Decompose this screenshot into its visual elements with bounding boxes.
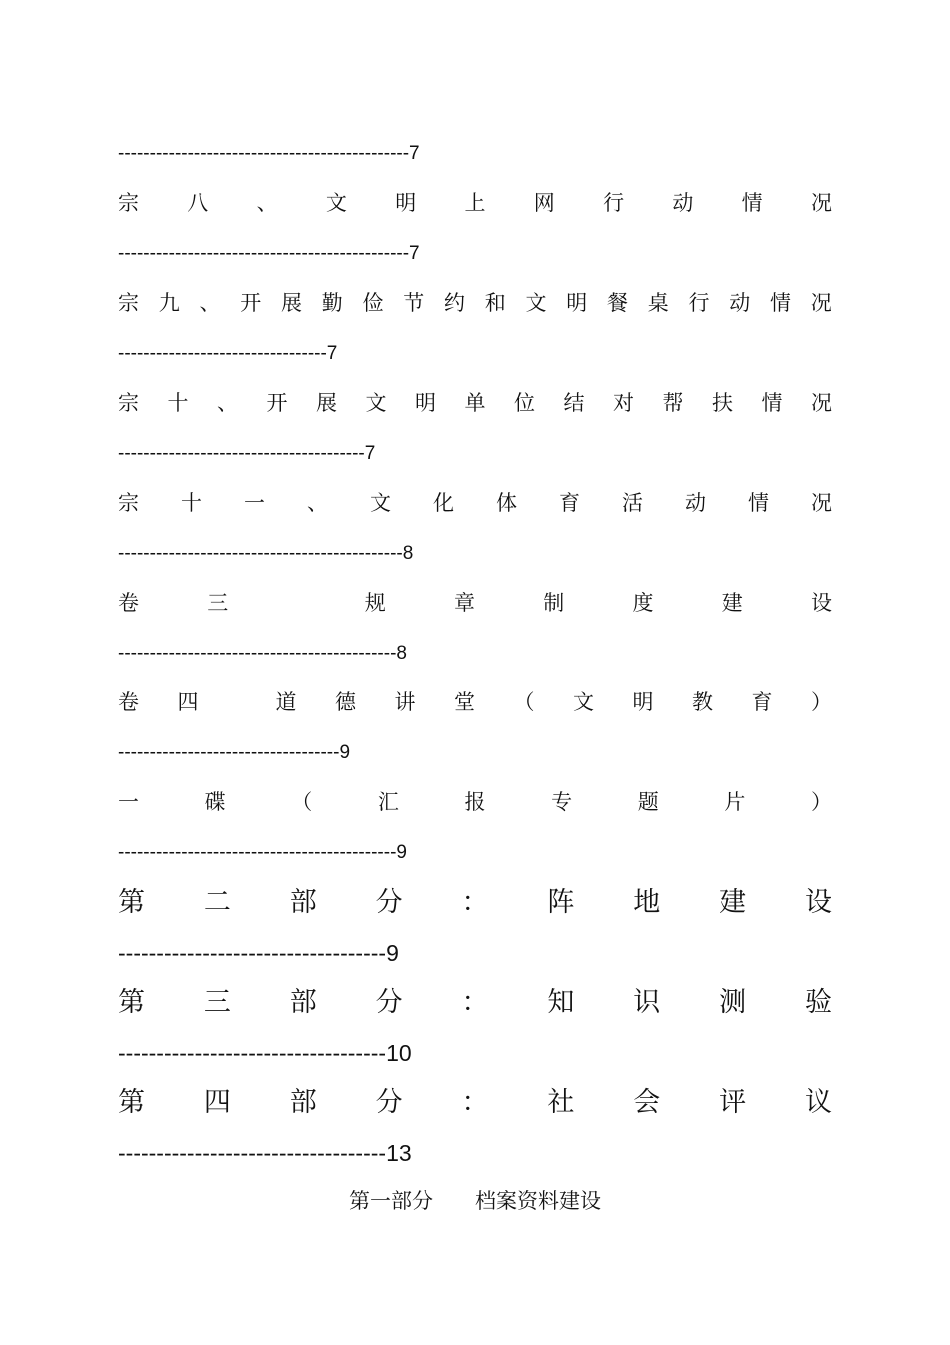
toc-title-juan3: 卷 三 规 章 制 度 建 设 bbox=[118, 591, 832, 615]
toc-title-10: 宗 十 、 开 展 文 明 单 位 结 对 帮 扶 情 况 bbox=[118, 391, 832, 415]
toc-leader-0: ----------------------------------------------7 bbox=[118, 143, 420, 164]
toc-title-8: 宗 八 、 文 明 上 网 行 动 情 况 bbox=[118, 191, 832, 215]
toc-leader-juan3: --------------------------------------------8 bbox=[118, 643, 407, 664]
toc-leader-juan4: -----------------------------------9 bbox=[118, 742, 351, 763]
toc-title-11: 宗 十 一 、 文 化 体 育 活 动 情 况 bbox=[118, 491, 832, 515]
toc-leader-part2: -----------------------------------9 bbox=[118, 940, 399, 966]
toc-title-part2: 第 二 部 分 ： 阵 地 建 设 bbox=[118, 887, 832, 918]
toc-leader-9: ---------------------------------7 bbox=[118, 343, 338, 364]
toc-leader-10: ---------------------------------------7 bbox=[118, 443, 376, 464]
toc-leader-part4: -----------------------------------13 bbox=[118, 1140, 412, 1166]
section-heading: 第一部分 档案资料建设 bbox=[349, 1189, 601, 1213]
toc-title-part4: 第 四 部 分 ： 社 会 评 议 bbox=[118, 1087, 832, 1118]
toc-title-9: 宗 九 、 开 展 勤 俭 节 约 和 文 明 餐 桌 行 动 情 况 bbox=[118, 291, 832, 315]
toc-leader-part3: -----------------------------------10 bbox=[118, 1040, 412, 1066]
toc-leader-disc1: --------------------------------------------9 bbox=[118, 842, 407, 863]
toc-title-juan4: 卷 四 道 德 讲 堂 （ 文 明 教 育 ） bbox=[118, 690, 832, 714]
toc-title-disc1: 一 碟 （ 汇 报 专 题 片 ） bbox=[118, 790, 832, 814]
toc-leader-8: ----------------------------------------------7 bbox=[118, 243, 420, 264]
toc-title-part3: 第 三 部 分 ： 知 识 测 验 bbox=[118, 987, 832, 1018]
toc-leader-11: ---------------------------------------------8 bbox=[118, 543, 414, 564]
